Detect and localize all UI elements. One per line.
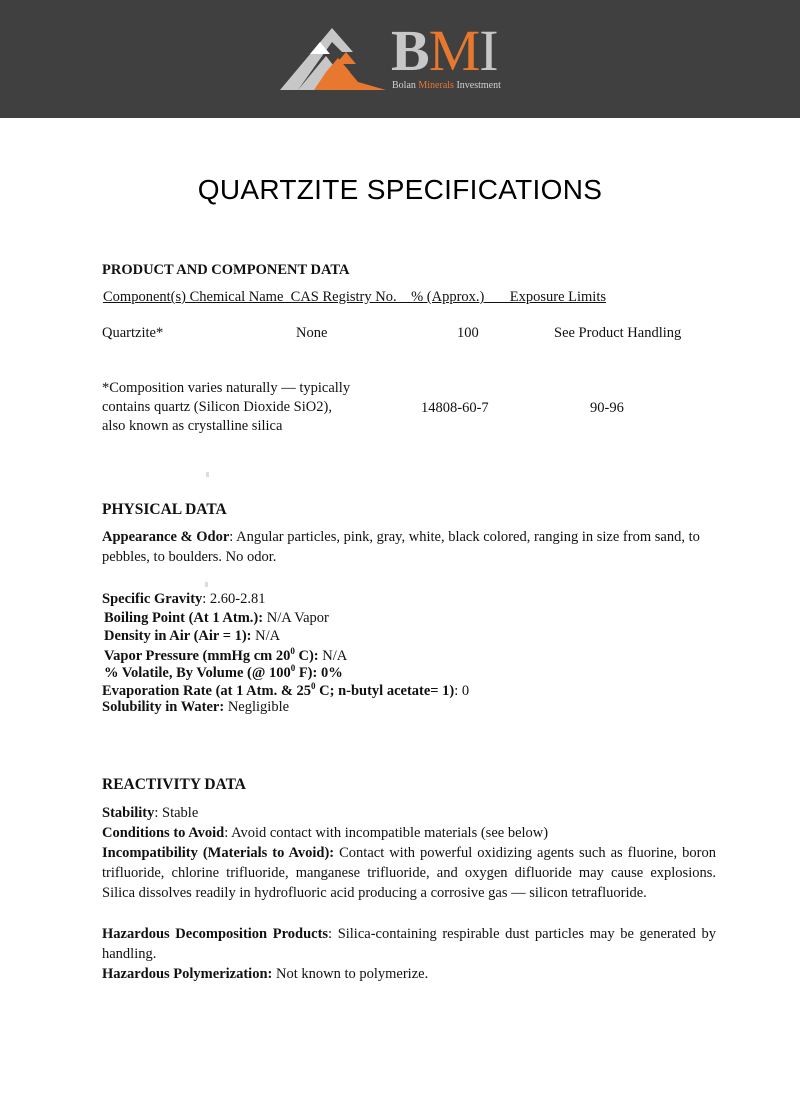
polymerization-line: Hazardous Polymerization: Not known to polymerize.: [102, 966, 429, 982]
silica-percent-cell: 90-96: [590, 400, 624, 416]
solubility-line: Solubility in Water: Negligible: [102, 699, 290, 715]
component-table-header: Component(s) Chemical Name CAS Registry No. % (Approx.) Exposure Limits: [103, 289, 607, 305]
page-title: QUARTZITE SPECIFICATIONS: [197, 174, 603, 205]
composition-note-line: also known as crystalline silica: [102, 418, 283, 434]
volatile-line: % Volatile, By Volume (@ $100^0$ F): 0%: [104, 663, 343, 681]
boiling-point-line: Boiling Point (At 1 Atm.): N/A Vapor: [104, 610, 329, 626]
page-header: [0, 0, 800, 118]
bmi-logo: [280, 18, 520, 98]
density-line: Density in Air (Air = 1): N/A: [104, 628, 281, 644]
conditions-line: Conditions to Avoid: Avoid contact with incompatible materials (see below): [102, 825, 549, 841]
logo-tagline: Bolan Minerals Investment: [392, 80, 501, 91]
component-percent-cell: 100: [457, 325, 479, 341]
logo-wordmark: BMI: [391, 18, 498, 83]
decomposition-paragraph: Hazardous Decomposition Products: Silica-containing respirable dust particles may be generated by handling.: [102, 926, 716, 962]
component-cas-cell: None: [296, 325, 328, 341]
incompatibility-paragraph: Incompatibility (Materials to Avoid): Contact with powerful oxidizing agents such as fluorine, boron trifluoride, chlorine trifluoride, manganese trifluoride, and oxygen difluoride may cause explosions. Silica dissolves readily in hydrofluoric acid producing a corrosive gas — silicon tetrafluoride.: [102, 845, 716, 901]
silica-cas-cell: 14808-60-7: [421, 400, 489, 416]
composition-note-line: *Composition varies naturally — typically: [102, 380, 351, 396]
specific-gravity-line: Specific Gravity: 2.60-2.81: [102, 591, 266, 607]
scan-speck: [205, 582, 208, 587]
evaporation-rate-line: Evaporation Rate (at 1 Atm. & $25^0$ C; n-butyl acetate= 1): 0: [102, 681, 470, 699]
appearance-paragraph: Appearance & Odor: Angular particles, pink, gray, white, black colored, ranging in size from sand, to pebbles, to boulders. No odor.: [102, 529, 700, 565]
mountain-logo-icon: [280, 22, 392, 92]
stability-line: Stability: Stable: [102, 805, 199, 821]
component-name-cell: Quartzite*: [102, 325, 164, 341]
vapor-pressure-line: Vapor Pressure (mmHg cm $20^0$ C): N/A: [104, 646, 348, 664]
physical-section-heading: PHYSICAL DATA: [102, 501, 227, 518]
composition-note-line: contains quartz (Silicon Dioxide SiO2),: [102, 399, 332, 415]
reactivity-section-heading: REACTIVITY DATA: [102, 776, 246, 793]
component-limits-cell: See Product Handling: [554, 325, 682, 341]
product-section-heading: PRODUCT AND COMPONENT DATA: [102, 262, 350, 278]
scan-speck: [206, 472, 209, 477]
